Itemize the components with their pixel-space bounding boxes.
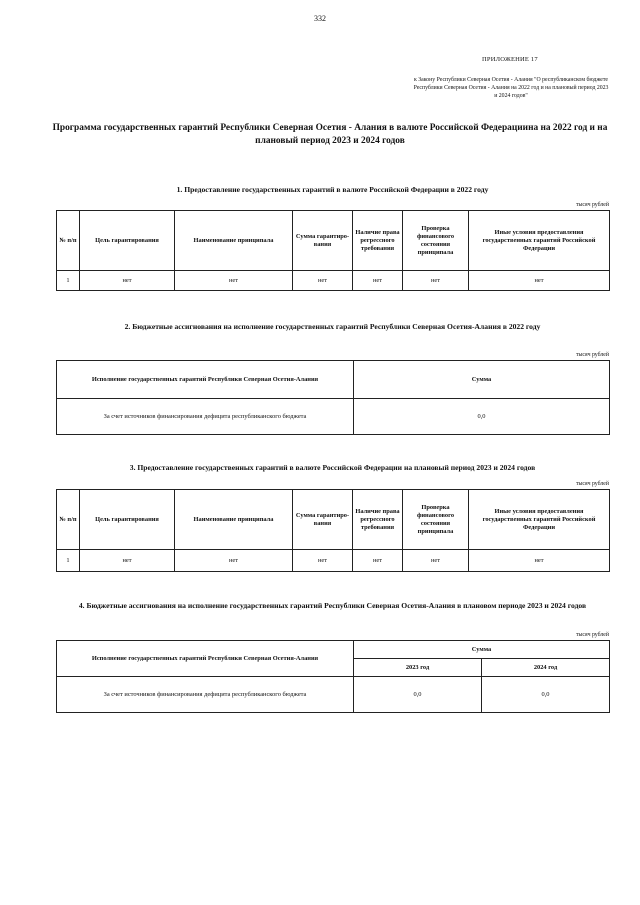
cell: нет [80,550,175,572]
table-row [57,550,610,572]
row-value-2024: 0,0 [482,677,610,713]
cell: нет [403,271,469,291]
table-row [57,399,610,435]
header-cell: Сумма гарантиро-вания [293,211,353,271]
row-value-2023: 0,0 [354,677,482,713]
guarantees-table-planned [56,489,610,572]
header-cell: Наличие права регрессного требования [353,211,403,271]
appendix-label: ПРИЛОЖЕНИЕ 17 [482,56,538,63]
cell: нет [175,271,293,291]
cell: нет [469,550,610,572]
section2-title: 2. Бюджетные ассигнования на исполнение государственных гарантий Республики Северная Осетия-Алания в 2022 году [124,322,541,331]
unit-label-2: тысяч рублей [575,352,609,358]
document-title: Программа государственных гарантий Республики Северная Осетия - Алания в валюте Российской Федерациина на 2022 год и на плановый период 2023 и 2024 годов [52,123,608,146]
page-number: 332 [314,14,326,23]
header-cell: Наименование принципала [175,490,293,550]
cell: нет [353,271,403,291]
table-header-row [57,641,610,659]
header-exec: Исполнение государственных гарантий Республики Северная Осетия-Алания [57,361,354,399]
unit-label-3: тысяч рублей [575,481,609,487]
cell: нет [175,550,293,572]
section1-title: 1. Предоставление государственных гарантий в валюте Российской Федерации в 2022 году [176,185,489,194]
unit-label-1: тысяч рублей [575,202,609,208]
assignments-table-planned [56,640,610,713]
cell: нет [353,550,403,572]
row-label: За счет источников финансирования дефицита республиканского бюджета [57,677,354,713]
cell: 1 [57,550,80,572]
header-cell: № п/п [57,490,80,550]
cell: нет [403,550,469,572]
row-label: За счет источников финансирования дефицита республиканского бюджета [57,399,354,435]
cell: 1 [57,271,80,291]
section3-title: 3. Предоставление государственных гарантий в валюте Российской Федерации на плановый период 2023 и 2024 годов [129,463,536,472]
section4-title: 4. Бюджетные ассигнования на исполнение государственных гарантий Республики Северная Осетия-Алания в плановом периоде 2023 и 2024 годов [78,601,587,610]
header-cell: Проверка финансового состояния принципала [403,211,469,271]
cell: нет [293,271,353,291]
cell: нет [293,550,353,572]
cell: нет [469,271,610,291]
law-reference: к Закону Республики Северная Осетия - Алания "О республиканском бюджете Республики Северная Осетия - Алания на 2022 год и на плановый период 2023 и 2024 годов" [413,77,609,99]
unit-label-4: тысяч рублей [575,632,609,638]
header-cell: Наличие права регрессного требования [353,490,403,550]
header-cell: Наименование принципала [175,211,293,271]
header-cell: Иные условия предоставления государственных гарантий Российской Федерации [469,490,610,550]
table-header-row [57,211,610,271]
header-year-2024: 2024 год [482,659,610,677]
table-header-row [57,361,610,399]
header-exec: Исполнение государственных гарантий Республики Северная Осетия-Алания [57,641,354,677]
header-year-2023: 2023 год [354,659,482,677]
table-header-row [57,490,610,550]
header-cell: Цель гарантирования [80,211,175,271]
cell: нет [80,271,175,291]
header-cell: Сумма гарантиро-вания [293,490,353,550]
row-value: 0,0 [354,399,610,435]
header-cell: № п/п [57,211,80,271]
table-row [57,271,610,291]
header-cell: Цель гарантирования [80,490,175,550]
header-sum: Сумма [354,361,610,399]
header-cell: Иные условия предоставления государственных гарантий Российской Федерации [469,211,610,271]
table-row [57,677,610,713]
header-cell: Проверка финансового состояния принципала [403,490,469,550]
assignments-table-2022 [56,360,610,435]
guarantees-table-2022 [56,210,610,291]
header-sum: Сумма [354,641,610,659]
